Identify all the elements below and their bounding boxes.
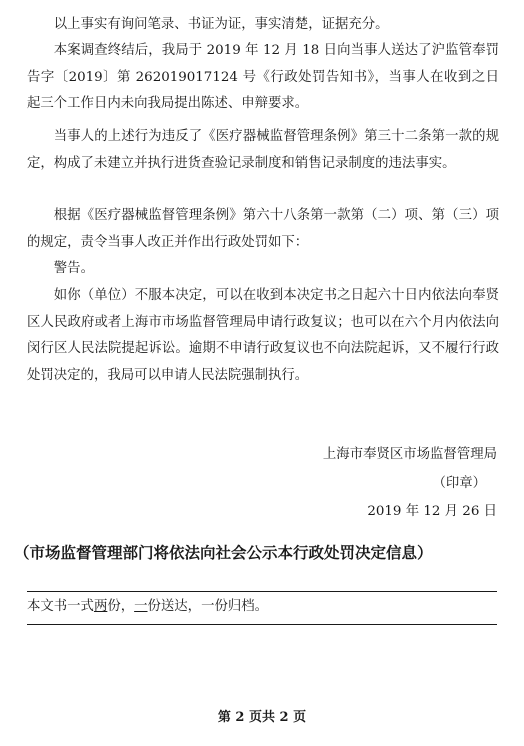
bottom-divider (27, 624, 497, 625)
penalty-paragraph: 警告。 (53, 261, 94, 276)
appeal-rights-paragraph: 如你（单位）不服本决定，可以在收到本决定书之日起六十日内依法向奉贤区人民政府或者上海市市场监督管理局申请行政复议；也可以在六个月内依法向闵行区人民法院提起诉讼。逾期不申请行政复议也不向法院起诉，又不履行行政处罚决定的，我局可以申请人民法院强制执行。 (27, 288, 499, 383)
copies-note-text: 本文书一式 (27, 599, 94, 614)
evidence-paragraph: 以上事实有询问笔录、书证为证，事实清楚，证据充分。 (53, 17, 389, 32)
public-disclosure-notice: （市场监督管理部门将依法向社会公示本行政处罚决定信息） (14, 544, 433, 562)
issuing-authority: 上海市奉贤区市场监督管理局 (322, 447, 497, 462)
copies-count: 两 (93, 599, 108, 614)
copies-note-text: 份送达，一份归档。 (147, 599, 269, 614)
legal-basis-paragraph: 根据《医疗器械监督管理条例》第六十八条第一款第（二）项、第（三）项的规定，责令当事人改正并作出行政处罚如下： (27, 208, 499, 250)
seal-placeholder: （印章） (432, 476, 486, 491)
decision-date: 2019 年 12 月 26 日 (367, 504, 497, 519)
copies-note-text: 份， (107, 599, 135, 614)
sent-count: 一 (134, 599, 148, 614)
page-number: 第 2 页共 2 页 (217, 710, 307, 725)
copies-note (27, 596, 268, 618)
investigation-paragraph: 本案调查终结后，我局于 2019 年 12 月 18 日向当事人送达了沪监管奉罚告字〔2019〕第 262019017124 号《行政处罚告知书》，当事人在收到之日起三个工作日内未向我局提出陈述、申辩要求。 (27, 43, 499, 111)
top-divider (27, 591, 497, 592)
violation-paragraph: 当事人的上述行为违反了《医疗器械监督管理条例》第三十二条第一款的规定，构成了未建立并执行进货查验记录制度和销售记录制度的违法事实。 (27, 129, 499, 171)
